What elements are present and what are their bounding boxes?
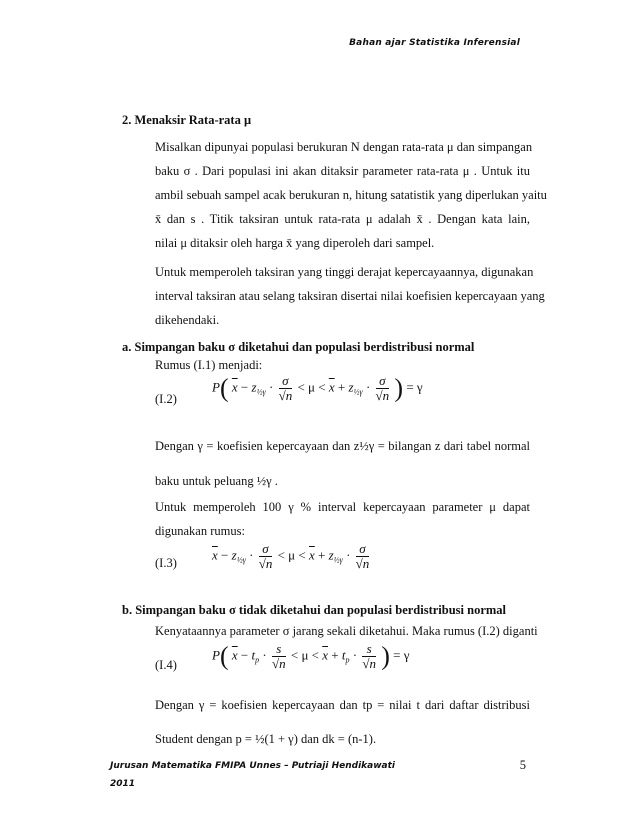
rumus-intro: Rumus (I.1) menjadi:: [155, 358, 263, 372]
equation-label: (I.3): [155, 556, 177, 570]
footer: [110, 757, 395, 793]
paragraph-line: Dengan γ = koefisien kepercayaan dan z½γ = bilangan z dari tabel normal: [155, 439, 530, 453]
paragraph-line: Misalkan dipunyai populasi berukuran N dengan rata-rata μ dan simpangan: [155, 140, 533, 154]
paragraph-line: Untuk memperoleh 100 γ % interval kepercayaan parameter μ dapat: [155, 500, 530, 514]
section-b-heading: b. Simpangan baku σ tidak diketahui dan populasi berdistribusi normal: [122, 603, 507, 617]
paragraph-line: interval taksiran atau selang taksiran disertai nilai koefisien kepercayaan yang: [155, 289, 545, 303]
footer-year: 2011: [110, 779, 136, 789]
paragraph-line: digunakan rumus:: [155, 524, 245, 538]
paragraph-line: x̄ dan s . Titik taksiran untuk rata-rata μ adalah x̄ . Dengan kata lain,: [155, 212, 530, 226]
paragraph-line: dikehendaki.: [155, 313, 220, 327]
equation-i2: P( $\overline{x} - z_{\frac{1}{2}\gamma}$ · $\frac{\sigma}{√n}$ < $\mu < \overline{x} + z_{\frac{1}{2}\gamma}$ · $\frac{\sigma}{√n}$ ) = γ: [212, 373, 423, 403]
paragraph-line: baku σ . Dari populasi ini akan ditaksir parameter rata-rata μ . Untuk itu: [155, 164, 530, 178]
paragraph-line: nilai μ ditaksir oleh harga x̄ yang diperoleh dari sampel.: [155, 236, 435, 250]
paragraph-line: Student dengan p = ½(1 + γ) dan dk = (n-1).: [155, 732, 377, 746]
paragraph-line: Kenyataannya parameter σ jarang sekali diketahui. Maka rumus (I.2) diganti: [155, 624, 538, 638]
equation-i3: $\overline{x} - z_{\frac{1}{2}\gamma}$ · $\frac{\sigma}{√n}$ < $\mu < \overline{x} + z_{\frac{1}{2}\gamma}$ · $\frac{\sigma}{√n}$: [212, 541, 370, 571]
footer-affiliation: Jurusan Matematika FMIPA Unnes – Putriaji Hendikawati: [110, 761, 395, 771]
section-2-heading: 2. Menaksir Rata-rata μ: [122, 113, 252, 127]
paragraph-line: ambil sebuah sampel acak berukuran n, hitung satatistik yang diperlukan yaitu: [155, 188, 547, 202]
running-header: Bahan ajar Statistika Inferensial: [349, 38, 520, 48]
paragraph-line: Untuk memperoleh taksiran yang tinggi derajat kepercayaannya, digunakan: [155, 265, 534, 279]
page-number: 5: [519, 758, 526, 772]
equation-label: (I.2): [155, 392, 177, 406]
paragraph-line: baku untuk peluang ½γ .: [155, 474, 278, 488]
equation-i4: P( $\overline{x} - t_p$ · $\frac{s}{√n}$ < $\mu < \overline{x} + t_p$ · $\frac{s}{√n}$ ) = γ: [212, 641, 410, 671]
section-a-heading: a. Simpangan baku σ diketahui dan populasi berdistribusi normal: [122, 340, 475, 354]
paragraph-line: Dengan γ = koefisien kepercayaan dan tp = nilai t dari daftar distribusi: [155, 698, 530, 712]
equation-label: (I.4): [155, 658, 177, 672]
